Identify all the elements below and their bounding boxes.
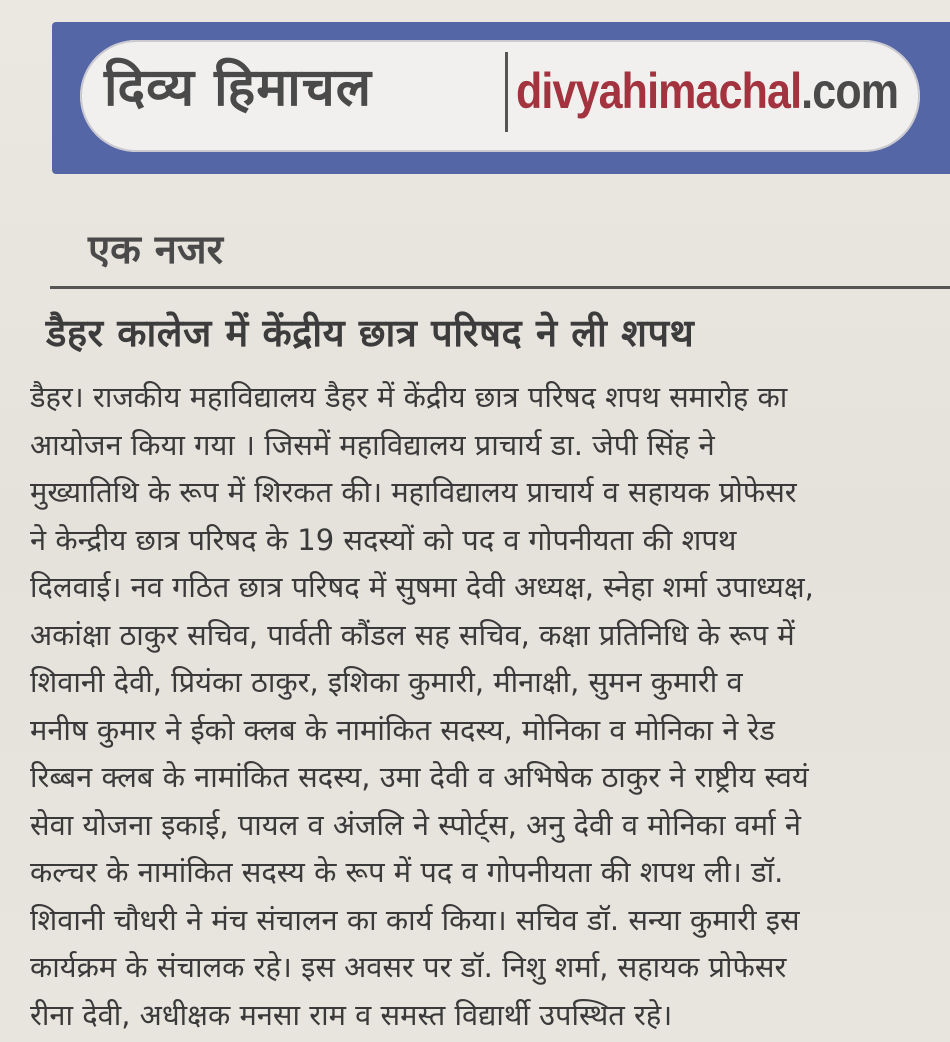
section-label: एक नजर [88, 227, 224, 273]
article-line: डैहर। राजकीय महाविद्यालय डैहर में केंद्रीय छात्र परिषद शपथ समारोह का [30, 380, 788, 414]
article-body [30, 374, 930, 1039]
article-line: शिवानी चौधरी ने मंच संचालन का कार्य किया। सचिव डॉ. सन्या कुमारी इस [30, 902, 800, 937]
article-headline: डैहर कालेज में केंद्रीय छात्र परिषद ने ली शपथ [46, 311, 695, 355]
masthead-url-tld: .com [801, 63, 899, 119]
section-rule [50, 286, 950, 289]
masthead-url [516, 62, 898, 120]
article-line: मुख्यातिथि के रूप में शिरकत की। महाविद्यालय प्राचार्य व सहायक प्रोफेसर [30, 475, 797, 509]
article-line: कल्चर के नामांकित सदस्य के रूप में पद व गोपनीयता की शपथ ली। डॉ. [30, 855, 784, 889]
article-line: मनीष कुमार ने ईको क्लब के नामांकित सदस्य, मोनिका व मोनिका ने रेड [30, 712, 775, 747]
article-line: रीना देवी, अधीक्षक मनसा राम व समस्त विद्यार्थी उपस्थित रहे। [30, 997, 673, 1032]
masthead-divider [505, 52, 508, 132]
article-line: आयोजन किया गया । जिसमें महाविद्यालय प्राचार्य डा. जेपी सिंह ने [30, 427, 715, 462]
masthead-url-site: divyahimachal [516, 63, 802, 119]
article-line: शिवानी देवी, प्रियंका ठाकुर, इशिका कुमारी, मीनाक्षी, सुमन कुमारी व [30, 665, 743, 699]
article-line: ने केन्द्रीय छात्र परिषद के 19 सदस्यों को पद व गोपनीयता की शपथ [30, 522, 737, 557]
article-line: दिलवाई। नव गठित छात्र परिषद में सुषमा देवी अध्यक्ष, स्नेहा शर्मा उपाध्यक्ष, [30, 570, 814, 604]
masthead-hindi-title: दिव्य हिमाचल [104, 58, 373, 118]
article-line: कार्यक्रम के संचालक रहे। इस अवसर पर डॉ. निशु शर्मा, सहायक प्रोफेसर [30, 950, 787, 984]
article-line: रिब्बन क्लब के नामांकित सदस्य, उमा देवी व अभिषेक ठाकुर ने राष्ट्रीय स्वयं [30, 760, 809, 794]
article-line: अकांक्षा ठाकुर सचिव, पार्वती कौंडल सह सचिव, कक्षा प्रतिनिधि के रूप में [30, 617, 795, 652]
article-line: सेवा योजना इकाई, पायल व अंजलि ने स्पोर्ट्स, अनु देवी व मोनिका वर्मा ने [30, 807, 801, 842]
